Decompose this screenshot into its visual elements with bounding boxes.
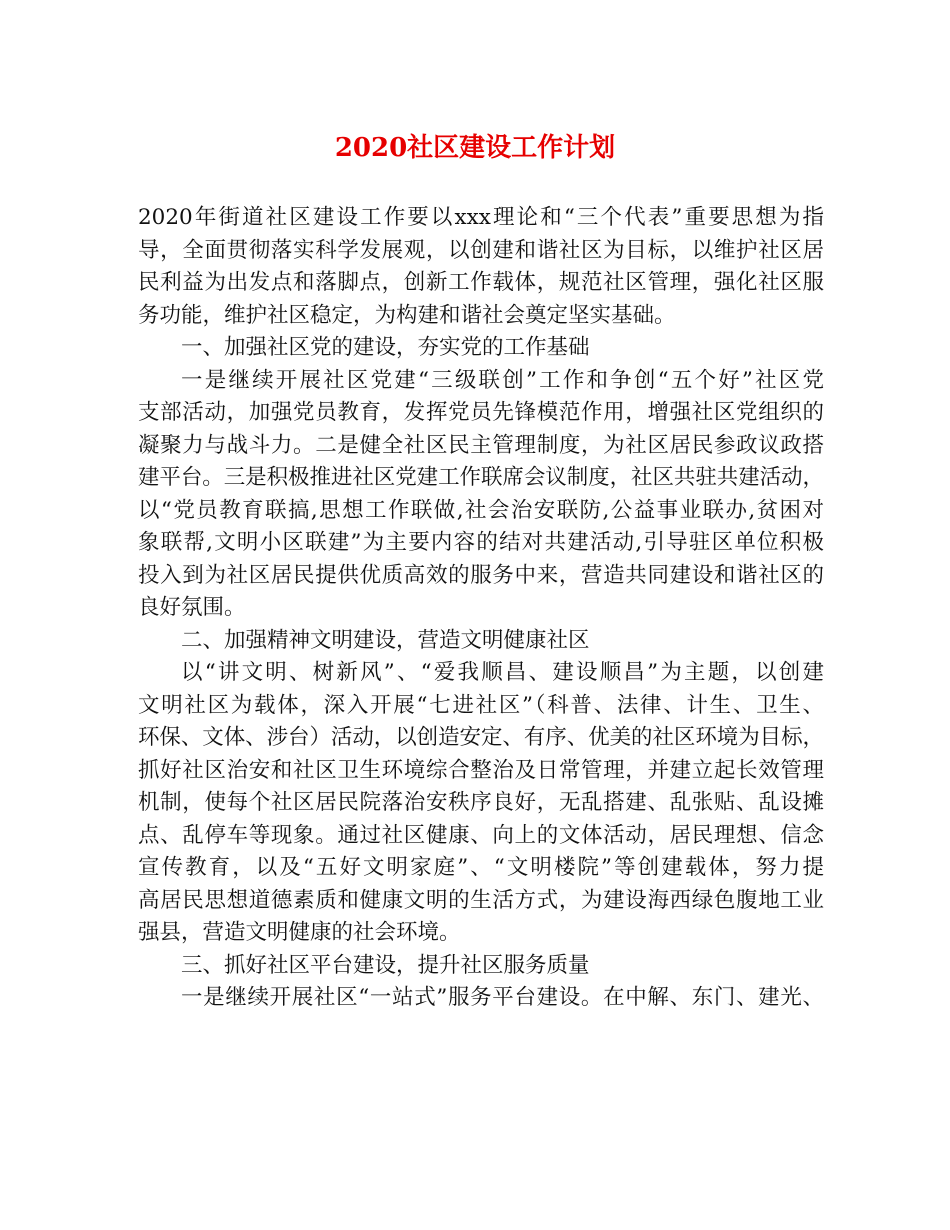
text-line: 支部活动，加强党员教育，发挥党员先锋模范作用，增强社区党组织的: [138, 400, 824, 425]
text-line: 高居民思想道德素质和健康文明的生活方式，为建设海西绿色腹地工业: [138, 887, 824, 913]
text-line: 文明社区为载体，深入开展“七进社区”（科普、法律、计生、卫生、: [138, 692, 824, 718]
text-line: 建平台。三是积极推进社区党建工作联席会议制度，社区共驻共建活动，: [138, 465, 824, 490]
text-line: 二、加强精神文明建设，营造文明健康社区: [181, 627, 590, 653]
text-line: 环保、文体、涉台）活动，以创造安定、有序、优美的社区环境为目标，: [138, 725, 824, 750]
text-line: 一是继续开展社区“一站式”服务平台建设。在中解、东门、建光、: [181, 985, 824, 1010]
text-line: 良好氛围。: [138, 595, 246, 620]
text-line: 一、加强社区党的建设，夯实党的工作基础: [181, 335, 590, 360]
text-line: 点、乱停车等现象。通过社区健康、向上的文体活动，居民理想、信念: [138, 822, 824, 848]
text-line: 以“党员教育联搞,思想工作联做,社会治安联防,公益事业联办,贫困对: [138, 497, 824, 523]
text-line: 投入到为社区居民提供优质高效的服务中来，营造共同建设和谐社区的: [138, 562, 824, 588]
document-body: [138, 202, 824, 1015]
text-line: 抓好社区治安和社区卫生环境综合整治及日常管理，并建立起长效管理: [138, 757, 824, 783]
text-line: 凝聚力与战斗力。二是健全社区民主管理制度，为社区居民参政议政搭: [138, 432, 824, 458]
text-line: 务功能，维护社区稳定，为构建和谐社会奠定坚实基础。: [138, 302, 676, 328]
document-title: 2020社区建设工作计划: [334, 133, 616, 163]
text-line: 一是继续开展社区党建“三级联创”工作和争创“五个好”社区党: [181, 367, 824, 393]
text-line: 强县，营造文明健康的社会环境。: [138, 920, 461, 945]
text-line: 民利益为出发点和落脚点，创新工作载体，规范社区管理，强化社区服: [138, 270, 824, 295]
text-line: 三、抓好社区平台建设，提升社区服务质量: [181, 952, 590, 978]
text-line: 以“讲文明、树新风”、“爱我顺昌、建设顺昌”为主题，以创建: [181, 660, 824, 685]
text-line: 导，全面贯彻落实科学发展观，以创建和谐社区为目标，以维护社区居: [138, 237, 824, 263]
text-line: 2020年街道社区建设工作要以xxx理论和“三个代表”重要思想为指: [138, 205, 824, 230]
text-line: 机制，使每个社区居民院落治安秩序良好，无乱搭建、乱张贴、乱设摊: [138, 790, 824, 815]
text-line: 宣传教育，以及“五好文明家庭”、“文明楼院”等创建载体，努力提: [138, 855, 824, 880]
text-line: 象联帮,文明小区联建”为主要内容的结对共建活动,引导驻区单位积极: [138, 530, 824, 555]
